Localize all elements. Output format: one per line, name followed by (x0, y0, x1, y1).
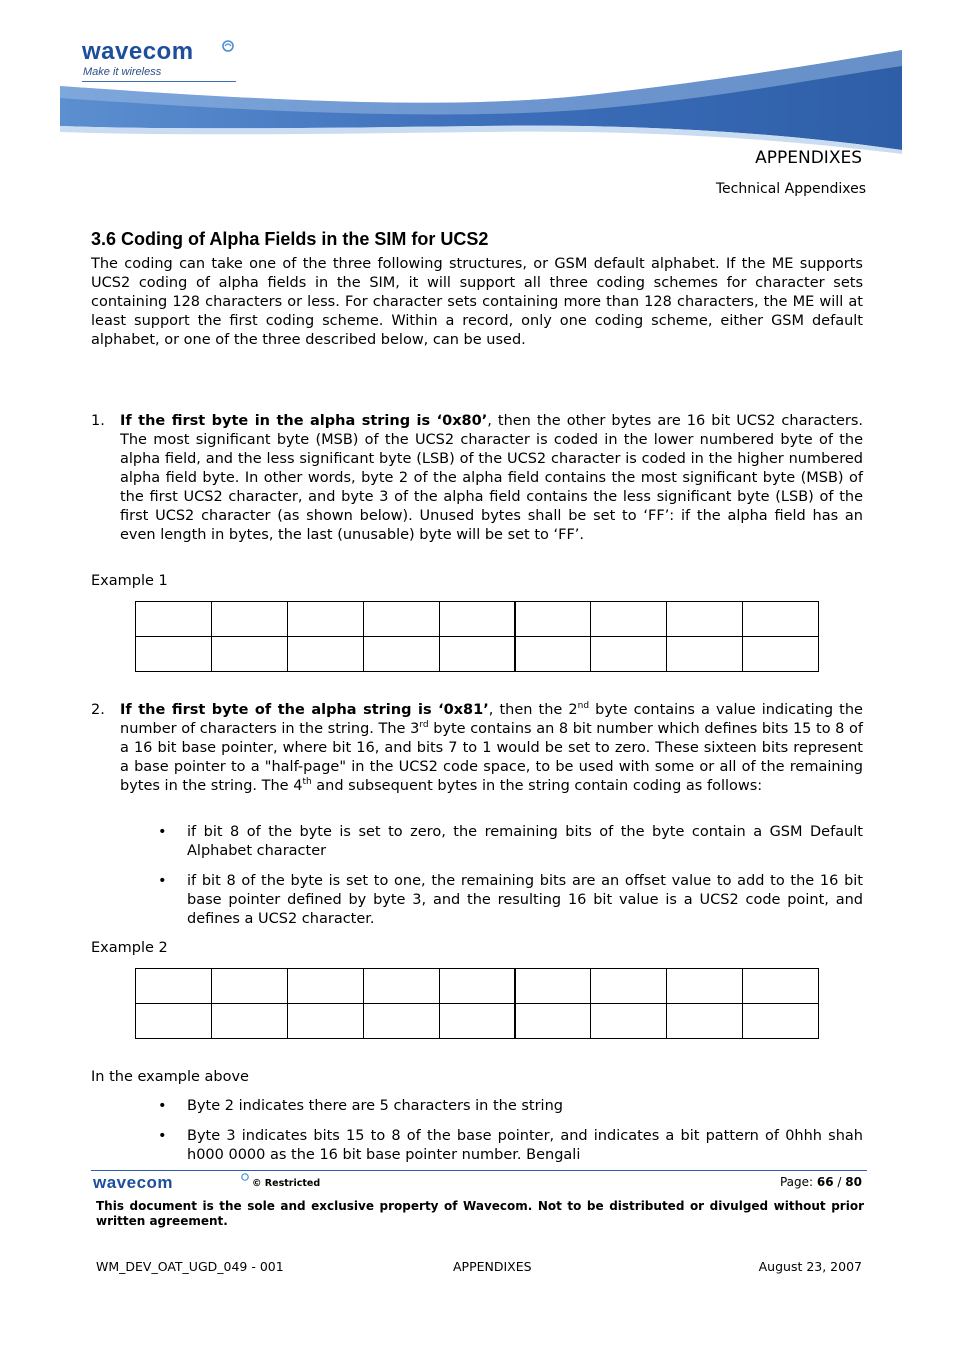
footer-doc-ref: WM_DEV_OAT_UGD_049 - 001 (96, 1259, 284, 1274)
table-cell (211, 637, 287, 672)
bullet-text: Byte 3 indicates bits 15 to 8 of the base pointer, and indicates a bit pattern of 0hhh shah h000 0000 as the 16 bit base pointer number. Bengali (187, 1128, 863, 1163)
page-separator: / (837, 1175, 842, 1189)
table-cell (591, 969, 667, 1004)
item-2-text: , then the 2 (488, 702, 578, 718)
item-1-condition: If the first byte in the alpha string is ‘0x80’ (120, 413, 488, 429)
ordinal-suffix: th (302, 777, 312, 788)
table-cell (743, 1004, 819, 1039)
wavecom-logo: wavecom (82, 38, 194, 65)
table-cell (287, 969, 363, 1004)
list-item-2 (91, 701, 863, 796)
table-cell (363, 637, 439, 672)
item-1-text: , then the other bytes are 16 bit UCS2 characters. The most significant byte (MSB) of the UCS2 character is coded in the lower numbered byte of the alpha field, and the less significant byte (LSB) of the UCS2 character is coded in the higher numbered alpha field byte. In other words, byte 2 of the alpha field contains the most significant byte (MSB) of the first UCS2 character, and byte 3 of the alpha field contains the less significant byte (LSB) of the first UCS2 character (as shown below). Unused bytes shall be set to ‘FF’: if the alpha field has an even length in bytes, the last (unusable) byte will be set to ‘FF’. (120, 413, 863, 543)
page-label: Page: (779, 1175, 814, 1189)
table-cell (439, 602, 515, 637)
ordinal-suffix: nd (577, 701, 590, 712)
item-2-text: byte contains an 8 bit number which defines bits 15 to 8 of a 16 bit base pointer, where bit 16, and bits 7 to 1 would be set to zero. These sixteen bits represent a base pointer to a "half-page" in the UCS2 code space, to be used with some or all of the remaining bytes in the string. The 4 (120, 721, 864, 794)
table-cell (667, 602, 743, 637)
bullet-text: Byte 2 indicates there are 5 characters in the string (187, 1098, 563, 1114)
table-cell (211, 1004, 287, 1039)
page-current: 66 (816, 1175, 834, 1189)
list-item (158, 872, 863, 929)
list-item (158, 1097, 863, 1116)
table-row (136, 602, 819, 637)
footer-logo-swirl-icon (241, 1173, 249, 1181)
table-cell (591, 1004, 667, 1039)
table-cell (515, 637, 591, 672)
list-number: 1. (91, 413, 105, 429)
table-cell (743, 969, 819, 1004)
table-cell (591, 637, 667, 672)
table-cell (136, 1004, 212, 1039)
table-row (136, 1004, 819, 1039)
table-cell (363, 1004, 439, 1039)
example-2-table (135, 968, 819, 1039)
table-cell (211, 602, 287, 637)
table-row (136, 637, 819, 672)
example-above-text: In the example above (91, 1069, 249, 1085)
table-cell (591, 602, 667, 637)
table-cell (439, 637, 515, 672)
table-cell (287, 637, 363, 672)
ordinal-suffix: rd (419, 720, 429, 731)
list-item (158, 823, 863, 861)
table-cell (667, 637, 743, 672)
bullet-text: if bit 8 of the byte is set to one, the remaining bits are an offset value to add to the 16 bit base pointer defined by byte 3, and the resulting 16 bit value is a UCS2 code point, and defines a UCS2 character. (187, 873, 863, 927)
table-cell (136, 602, 212, 637)
table-cell (363, 969, 439, 1004)
bullet-icon: • (158, 873, 167, 889)
footer-doc-section: APPENDIXES (453, 1259, 532, 1274)
header-wave-band (60, 50, 902, 160)
list-item (158, 1127, 863, 1165)
example-1-label: Example 1 (91, 573, 168, 589)
table-cell (515, 602, 591, 637)
example-2-label: Example 2 (91, 940, 168, 956)
bullet-icon: • (158, 1098, 167, 1114)
section-heading: 3.6 Coding of Alpha Fields in the SIM for UCS2 (91, 229, 489, 249)
table-cell (136, 969, 212, 1004)
table-cell (515, 969, 591, 1004)
list-number: 2. (91, 702, 105, 718)
table-cell (439, 969, 515, 1004)
table-cell (667, 969, 743, 1004)
table-cell (287, 602, 363, 637)
table-cell (743, 637, 819, 672)
item-2-text: byte contains a value indicating the number of characters in the string. The 3 (120, 702, 863, 737)
footer-divider (91, 1170, 867, 1171)
header-section-title: APPENDIXES (755, 148, 862, 168)
footer-page-number (780, 1175, 862, 1189)
item-2-condition: If the first byte of the alpha string is ‘0x81’ (120, 702, 489, 718)
table-cell (363, 602, 439, 637)
table-row (136, 969, 819, 1004)
table-cell (515, 1004, 591, 1039)
footer-wavecom-logo: wavecom (93, 1173, 174, 1192)
bullet-icon: • (158, 824, 167, 840)
bullet-text: if bit 8 of the byte is set to zero, the remaining bits of the byte contain a GSM Default Alphabet character (187, 824, 863, 859)
footer-restricted-label: © Restricted (252, 1178, 321, 1189)
table-cell (136, 637, 212, 672)
logo-tagline: Make it wireless (83, 66, 162, 78)
list-item-1 (91, 412, 863, 545)
table-cell (211, 969, 287, 1004)
intro-paragraph: The coding can take one of the three following structures, or GSM default alphabet. If the ME supports UCS2 coding of alpha fields in the SIM, it will support all three coding schemes for character sets containing 128 characters or less. For character sets containing more than 128 characters, the ME will at least support the first coding scheme. Within a record, only one coding scheme, either GSM default alphabet, or one of the three described below, can be used. (91, 256, 863, 348)
header-subsection-title: Technical Appendixes (715, 181, 866, 197)
example-1-table (135, 601, 819, 672)
page-total: 80 (845, 1175, 862, 1189)
table-cell (667, 1004, 743, 1039)
table-cell (439, 1004, 515, 1039)
footer-date: August 23, 2007 (758, 1259, 862, 1274)
footer-notice: This document is the sole and exclusive property of Wavecom. Not to be distributed or divulged without prior written agreement. (96, 1199, 864, 1228)
table-cell (743, 602, 819, 637)
bullet-icon: • (158, 1128, 167, 1144)
table-cell (287, 1004, 363, 1039)
item-2-text: and subsequent bytes in the string contain coding as follows: (311, 778, 763, 794)
